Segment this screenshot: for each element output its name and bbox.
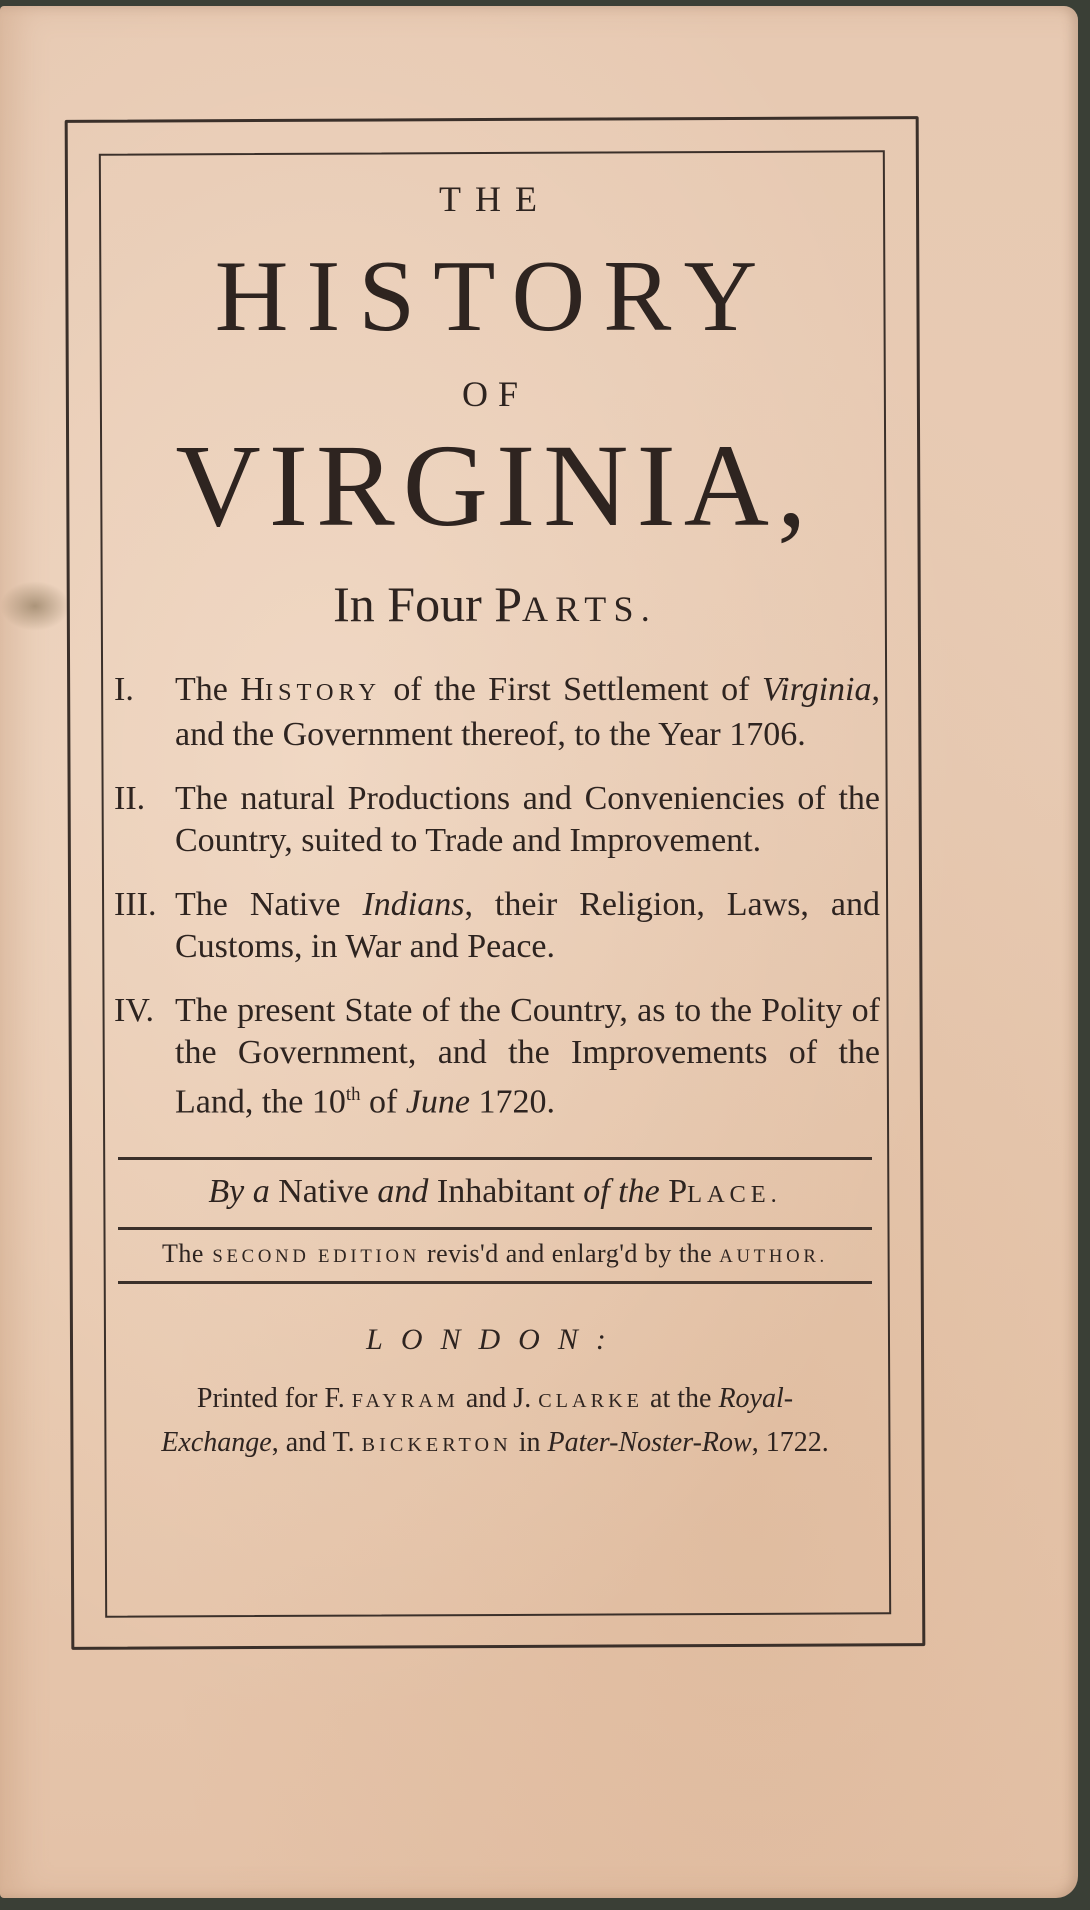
part-numeral: I. (114, 671, 134, 708)
imprint-part-italic: Pater-Noster-Row (547, 1427, 752, 1459)
imprint-part: , and T. (271, 1427, 362, 1459)
imprint-part-italic: Exchange (161, 1427, 272, 1459)
part-item (110, 669, 880, 756)
horizontal-rule (118, 1157, 872, 1160)
title-virginia: VIRGINIA, (175, 420, 815, 551)
author-text-italic: and (377, 1173, 429, 1211)
edition-text: The (162, 1239, 204, 1269)
author-line (110, 1166, 880, 1221)
part-text-italic: Virginia (761, 671, 872, 708)
imprint-part: and J. (458, 1383, 539, 1415)
author-text-italic: of the (583, 1173, 660, 1211)
imprint-part-italic: Royal- (718, 1383, 794, 1415)
part-text: , their Religion, Laws, and Customs, in War and Peace. (175, 886, 880, 965)
author-text-italic: By a (208, 1173, 270, 1211)
part-text: of the First Settlement of (393, 671, 750, 708)
parts-list (110, 669, 880, 1123)
imprint-part: at the (643, 1383, 719, 1415)
imprint-city: LONDON: (366, 1323, 624, 1357)
subtitle-in-four-parts (110, 574, 880, 639)
subtitle-in-four: In Four (333, 576, 482, 632)
title-content (110, 166, 880, 1466)
title-of: OF (461, 374, 529, 414)
title-history: HISTORY (214, 240, 776, 353)
part-text: The present State of the Country, as to the Polity of the Government, and the Improvements of the Land, the 10 (175, 992, 880, 1121)
stain-mark (0, 581, 70, 631)
part-superscript: th (345, 1084, 361, 1105)
part-numeral: IV. (114, 992, 154, 1029)
part-item (110, 884, 880, 968)
part-numeral: III. (114, 886, 157, 923)
part-numeral: II. (114, 780, 146, 817)
author-text: P (659, 1173, 688, 1211)
part-text: ISTORY (264, 679, 381, 706)
imprint-part: , 1722. (751, 1427, 829, 1459)
imprint-text (110, 1378, 880, 1466)
part-text: , and the Government thereof, to the Year 1706. (175, 671, 880, 753)
part-text: The (175, 671, 228, 708)
edition-text: AUTHOR. (719, 1246, 828, 1268)
imprint-part: in (511, 1427, 548, 1459)
author-text: Inhabitant (428, 1173, 584, 1211)
part-item (110, 778, 880, 862)
part-text: The natural Productions and Conveniencies of the Country, suited to Trade and Improvement. (175, 780, 880, 859)
subtitle-parts-cap: P (494, 576, 523, 632)
part-item (110, 990, 880, 1123)
part-text-italic: Indians (362, 886, 465, 923)
part-text: of (360, 1083, 398, 1121)
title-page (0, 6, 1078, 1898)
edition-text: SECOND EDITION (203, 1246, 420, 1268)
imprint-part: CLARKE (538, 1390, 644, 1413)
author-text: Native (269, 1173, 378, 1211)
title-the: THE (439, 179, 551, 219)
subtitle-parts-rest: ARTS. (522, 589, 657, 629)
part-text: The Native (175, 886, 341, 923)
edition-line (110, 1232, 880, 1279)
horizontal-rule (118, 1281, 872, 1284)
horizontal-rule (118, 1227, 872, 1230)
imprint-part: BICKERTON (361, 1434, 512, 1457)
edition-text: revis'd and enlarg'd by the (419, 1239, 720, 1269)
part-text-italic: June (405, 1083, 470, 1121)
author-text: LACE. (687, 1181, 782, 1209)
part-text: H (240, 671, 265, 708)
part-text: 1720. (469, 1083, 555, 1121)
imprint-part: Printed for F. (196, 1383, 352, 1415)
imprint-part: FAYRAM (351, 1390, 459, 1413)
